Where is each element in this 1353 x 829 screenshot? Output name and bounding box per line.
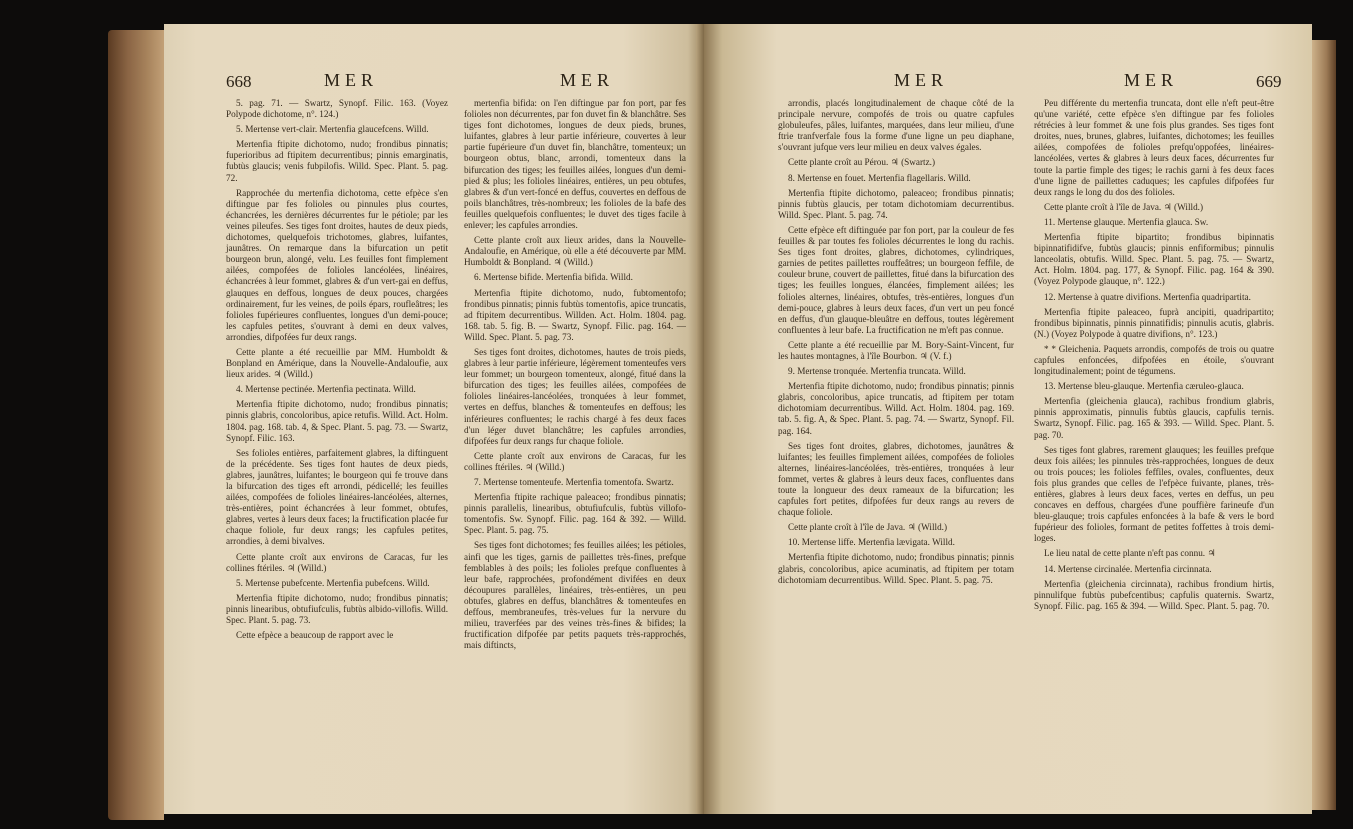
- left-column-2: [464, 98, 686, 655]
- paragraph: Cette plante a été recueillie par M. Bory-Saint-Vincent, fur les hautes montagnes, à l'île Bourbon. ♃ (V. f.): [778, 339, 1014, 361]
- paragraph: Ses tiges font glabres, rarement glauques; les feuilles prefque deux fois ailées; les pinnules très-rapprochées, longues de deux ou trois pouces; les folioles feffiles, ovales, confluentes, deux fois plus grandes que celles de l'efpèce fuivante, planes, très-entières, glabres à leurs deux faces, vertes en deffus, un peu concaves en deffous, chargées d'une pouffière farineufe d'un bleu-glauque; trois capfules enfoncées à la bafe & vers le bord fupérieur des folioles, formant de petites foffettes à trois demi-loges.: [1034, 444, 1274, 544]
- paragraph: Mertenfia ftipite dichotomo, paleaceo; frondibus pinnatis; pinnis fubtùs glaucis, per totam dichotomiam decurrentibus. Willd. Spec. Plant. 5. pag. 74.: [778, 187, 1014, 220]
- paragraph: Cette plante croît à l'île de Java. ♃ (Willd.): [788, 522, 948, 533]
- paragraph: Mertenfia ftipite dichotomo, nudo; frondibus pinnatis; pinnis glabris, concoloribus, apice acuminatis, ad ftipitem per totam dichotomiam decurrentibus. Willd. Spec. Plant. 5. pag. 75.: [778, 552, 1014, 585]
- paragraph: Cette plante croît au Pérou. ♃ (Swartz.): [788, 157, 936, 168]
- book-edge-left: [108, 30, 164, 820]
- paragraph: Mertenfia ftipite dichotomo, nudo; frondibus pinnatis; pinnis glabris, concoloribus, apice truncatis, ad ftipitem per totam dichotomiam decurrentibus. Willd. Act. Holm. 1804. pag. 169. tab. 5. fig. A, & Spec. Plant. 5. pag. 74. — Swartz, Synopf. Fil. pag. 164.: [778, 381, 1014, 436]
- left-page-number: 668: [226, 72, 252, 91]
- paragraph: Cette plante croît aux lieux arides, dans la Nouvelle-Andaloufie, en Amérique, où elle a été découverte par MM. Humboldt & Bonpland. ♃ (Willd.): [464, 235, 686, 268]
- paragraph: Mertenfia (gleichenia glauca), rachibus frondium glabris, pinnis approximatis, pinnulis fubtùs glaucis, capfulis ternis. Swartz, Synopf. Filic. pag. 165 & 393. — Willd. Spec. Plant. 5. pag. 70.: [1034, 396, 1274, 440]
- paragraph: 5. pag. 71. — Swartz, Synopf. Filic. 163. (Voyez Polypode dichotome, n°. 124.): [226, 98, 448, 120]
- paragraph: Cette plante croît aux environs de Caracas, fur les collines ftériles. ♃ (Willd.): [226, 551, 448, 573]
- right-page-number: 669: [1256, 72, 1282, 91]
- paragraph: 9. Mertense tronquée. Mertenfia truncata. Willd.: [788, 366, 966, 377]
- paragraph: Ses folioles entières, parfaitement glabres, la diftinguent de la précédente. Ses tiges font hautes de deux pieds, glabres, jaunâtres, luifantes; le bourgeon qui fe trouve dans la bifurcation des tiges eft arrondi, pédicellé; les feuilles ailées, compofées de folioles linéaires-lancéolées, alternes, très-entières, point échancrées à leur fommet, obtufes, glabres, vertes à leurs deux faces; la fructification placée fur chaque foliole, fur deux rangs; les capfules petites, arrondies, à demi bivalves.: [226, 447, 448, 547]
- paragraph: Cette plante croît aux environs de Caracas, fur les collines ftériles. ♃ (Willd.): [464, 450, 686, 472]
- right-header-right: MER: [1124, 70, 1179, 90]
- paragraph: Mertenfia ftipite dichotomo, nudo; frondibus pinnatis; fuperioribus ad ftipitem decurrentibus; pinnis emarginatis, fubtùs glaucis; venis fubpilofis. Willd. Spec. Plant. 5. pag. 72.: [226, 139, 448, 183]
- paragraph: 8. Mertense en fouet. Mertenfia flagellaris. Willd.: [788, 172, 971, 183]
- paragraph: 14. Mertense circinalée. Mertenfia circinnata.: [1044, 563, 1212, 574]
- paragraph: 5. Mertense vert-clair. Mertenfia glaucefcens. Willd.: [236, 124, 429, 135]
- paragraph: Mertenfia (gleichenia circinnata), rachibus frondium hirtis, pinnulifque fubtùs pubefcentibus; capfulis quaternis. Swartz, Synopf. Filic. pag. 165 & 394. — Willd. Spec. Plant. 5. pag. 70.: [1034, 578, 1274, 611]
- paragraph: arrondis, placés longitudinalement de chaque côté de la principale nervure, compofés de trois ou quatre capfules globuleufes, pâles, luifantes, marquées, dans leur milieu, d'une ftrie tranfverfale fous la forme d'une ligne un peu diaphane, s'ouvrant jufque vers leur milieu en deux valves égales.: [778, 98, 1014, 153]
- paragraph: 13. Mertense bleu-glauque. Mertenfia cæruleo-glauca.: [1044, 381, 1244, 392]
- paragraph: 6. Mertense bifide. Mertenfia bifida. Willd.: [474, 272, 633, 283]
- paragraph: Le lieu natal de cette plante n'eft pas connu. ♃: [1044, 548, 1216, 559]
- right-column-1: [778, 98, 1014, 590]
- paragraph: 11. Mertense glauque. Mertenfia glauca. Sw.: [1044, 216, 1209, 227]
- left-header-right: MER: [560, 70, 615, 90]
- left-column-1: [226, 98, 448, 645]
- paragraph: Mertenfia ftipite dichotomo, nudo, fubtomentofo; frondibus pinnatis; pinnis fubtùs tomentofis, apice truncatis, ad ftipitem decurrentibus. Willden. Act. Holm. 1804. pag. 168. tab. 5. fig. B. — Swartz, Synopf. Filic. pag. 164. — Willd. Spec. Plant. 5. pag. 73.: [464, 287, 686, 342]
- paragraph: mertenfia bifida: on l'en diftingue par fon port, par fes folioles non décurrentes, par fon duvet fin & blanchâtre. Ses tiges font dichotomes, longues de deux pieds, brunes, luifantes, glabres à leur partie inférieure, couvertes à leur partie fupérieure d'un duvet fin, blanchâtre, tomenteux; un bourgeon obtus, blanc, arrondi, tomenteux dans la bifurcation des tiges; les feuilles ailées, longues d'un demi-pied & plus; les folioles linéaires, entières, un peu obtufes, glabres & d'un vert-foncé en deffus, couvertes en deffous de poils blanchâtres, très-nombreux; les folioles de la bafe des feuilles quelquefois confluentes; le duvet des tiges facile à enlever; les capfules arrondies.: [464, 98, 686, 231]
- paragraph: Mertenfia ftipite bipartito; frondibus bipinnatis bipinnatifidifve, fubtùs glaucis; pinnis enfiformibus; pinnulis lanceolatis, obtufis. Willd. Spec. Plant. 5. pag. 75. — Swartz, Act. Holm. 1804. pag. 177, & Synopf. Filic. pag. 164 & 390. (Voyez Polypode glauque, n°. 122.): [1034, 232, 1274, 287]
- book-edge-right: [1312, 40, 1336, 810]
- open-book: [108, 10, 1336, 818]
- paragraph: 10. Mertense liffe. Mertenfia lævigata. Willd.: [788, 537, 955, 548]
- paragraph: Ses tiges font droites, dichotomes, hautes de trois pieds, glabres à leur partie inférieure, légèrement tomenteufes vers leur fommet; un bourgeon tomenteux, alongé, fitué dans la bifurcation des tiges; les feuilles ailées, compofées de folioles linéaires-lancéolées, tronquées à leur fommet, vertes en deffus, blanches & tomenteufes en deffous; les inférieures confluentes; le rachis chargé à fes deux faces d'un léger duvet blanchâtre; les capfules arrondies, difpofées fur deux rangs fur chaque foliole.: [464, 346, 686, 446]
- right-page: [704, 24, 1312, 814]
- paragraph: Ses tiges font dichotomes; fes feuilles ailées; les pétioles, ainfi que les tiges, garnis de paillettes très-fines, prefque femblables à des poils; les folioles prefque confluentes à leur bafe, rapprochées, profondément divifées en deux découpures parallèles, linéaires, très-entières, un peu obtufes, glabres en deffus, blanchâtres & tomenteufes en deffous, membraneufes, très-velues fur la nervure du milieu, traverfées par des veines très-fines & bifides; la fructification difpofée par petits paquets très-rapprochés, mais diftincts,: [464, 540, 686, 651]
- paragraph: Cette efpèce eft diftinguée par fon port, par la couleur de fes feuilles & par toutes fes folioles décurrentes le long du rachis. Ses tiges font droites, glabres, dichotomes, cylindriques, garnies de petites paillettes rouffeâtres; un bourgeon feffile, de couleur brune, couvert de paillettes, fitué dans la bifurcation des tiges; les feuilles longues, élancées, fimplement ailées; les folioles alternes, linéaires, obtufes, très-entières, longues d'un demi-pouce, glabres à leurs deux faces, d'un vert un peu foncé en deffus, d'un glauque-bleuâtre en deffous, toutes légèrement confluentes à leur bafe. La fructification ne m'eft pas connue.: [778, 224, 1014, 335]
- paragraph: 7. Mertense tomenteufe. Mertenfia tomentofa. Swartz.: [474, 477, 674, 487]
- paragraph: Cette plante croît à l'île de Java. ♃ (Willd.): [1044, 201, 1204, 212]
- paragraph: 4. Mertense pectinée. Mertenfia pectinata. Willd.: [236, 384, 416, 395]
- paragraph: 12. Mertense à quatre divifions. Mertenfia quadripartita.: [1044, 291, 1251, 302]
- paragraph: Rapprochée du mertenfia dichotoma, cette efpèce s'en diftingue par fes folioles ou pinnules plus courtes, échancrées, les dernières décurrentes fur le pétiole; par les veines pileufes. Ses tiges font droites, hautes de deux pieds, dichotomes, quelquefois trichotomes, glabres, luifantes, jaunâtres. On remarque dans la bifurcation un petit bourgeon brun, alongé, velu. Les feuilles font fimplement ailées, compofées de folioles lancéolées, linéaires, échancrées à leur fommet, glabres & d'un vert-gai en deffus, glauques en deffous, longues de deux pouces, chargées ordinairement, fur les veines, de poils épars, roufleâtres; les folioles fupérieures confluentes, longues d'un demi-pouce; les capfules petites, s'ouvrant à demi en deux valves, arrondies, difpofées fur deux rangs.: [226, 187, 448, 342]
- left-header-left: MER: [324, 70, 379, 90]
- paragraph: * * Gleichenia. Paquets arrondis, compofés de trois ou quatre capfules enfoncées, difpofées en étoile, s'ouvrant longitudinalement; point de tégumens.: [1034, 343, 1274, 377]
- paragraph: Peu différente du mertenfia truncata, dont elle n'eft peut-être qu'une variété, cette efpèce s'en diftingue par fes folioles rétrécies à leur fommet & une fois plus grandes. Ses tiges font droites, nues, brunes, glabres, luifantes, dichotomes; les feuilles ailées, compofées de folioles prefqu'oppofées, linéaires-lancéolées, vertes & glabres à leurs deux faces, décurrentes fur toute la partie fimple des tiges; le rachis garni à fes deux faces d'une ligne de paillettes caduques; les capfules difpofées fur deux rangs le long du dos des folioles.: [1034, 98, 1274, 197]
- paragraph: Mertenfia ftipite dichotomo, nudo; frondibus pinnatis; pinnis linearibus, obtufiufculis, fubtùs albido-villofis. Willd. Spec. Plant. 5. pag. 73.: [226, 592, 448, 626]
- paragraph: 5. Mertense pubefcente. Mertenfia pubefcens. Willd.: [236, 577, 430, 588]
- paragraph: Cette plante a été recueillie par MM. Humboldt & Bonpland en Amérique, dans la Nouvelle-Andaloufie, aux lieux arides. ♃ (Willd.): [226, 346, 448, 380]
- paragraph: Ses tiges font droites, glabres, dichotomes, jaunâtres & luifantes; les feuilles fimplement ailées, compofées de folioles alternes, linéaires-lancéolées, très-entières, tronquées à leur fommet, vertes & glabres à leurs deux faces, confluentes dans toute la longueur des deux rameaux de la bifurcation; les capfules fort petites, difpofées fur deux rangs au revers de chaque foliole.: [778, 440, 1014, 518]
- paragraph: Mertenfia ftipite rachique paleaceo; frondibus pinnatis; pinnis parallelis, linearibus, obtufiufculis, fubtùs villofo-tomentofis. Sw. Synopf. Filic. pag. 164 & 392. — Willd. Spec. Plant. 5. pag. 75.: [464, 492, 686, 536]
- paragraph: Mertenfia ftipite dichotomo, nudo; frondibus pinnatis; pinnis glabris, concoloribus, apice retufis. Willd. Act. Holm. 1804. pag. 168. tab. 4, & Spec. Plant. 5. pag. 73. — Swartz, Synopf. Filic. 163.: [226, 399, 448, 443]
- left-page: [164, 24, 704, 814]
- paragraph: Cette efpèce a beaucoup de rapport avec le: [236, 630, 394, 641]
- right-column-2: [1034, 98, 1274, 616]
- paragraph: Mertenfia ftipite paleaceo, fuprà ancipiti, quadripartito; frondibus bipinnatis, pinnis pinnatifidis; pinnulis acutis, glabris. (N.) (Voyez Polypode à quatre divifions, n°. 123.): [1034, 306, 1274, 339]
- right-header-left: MER: [894, 70, 949, 90]
